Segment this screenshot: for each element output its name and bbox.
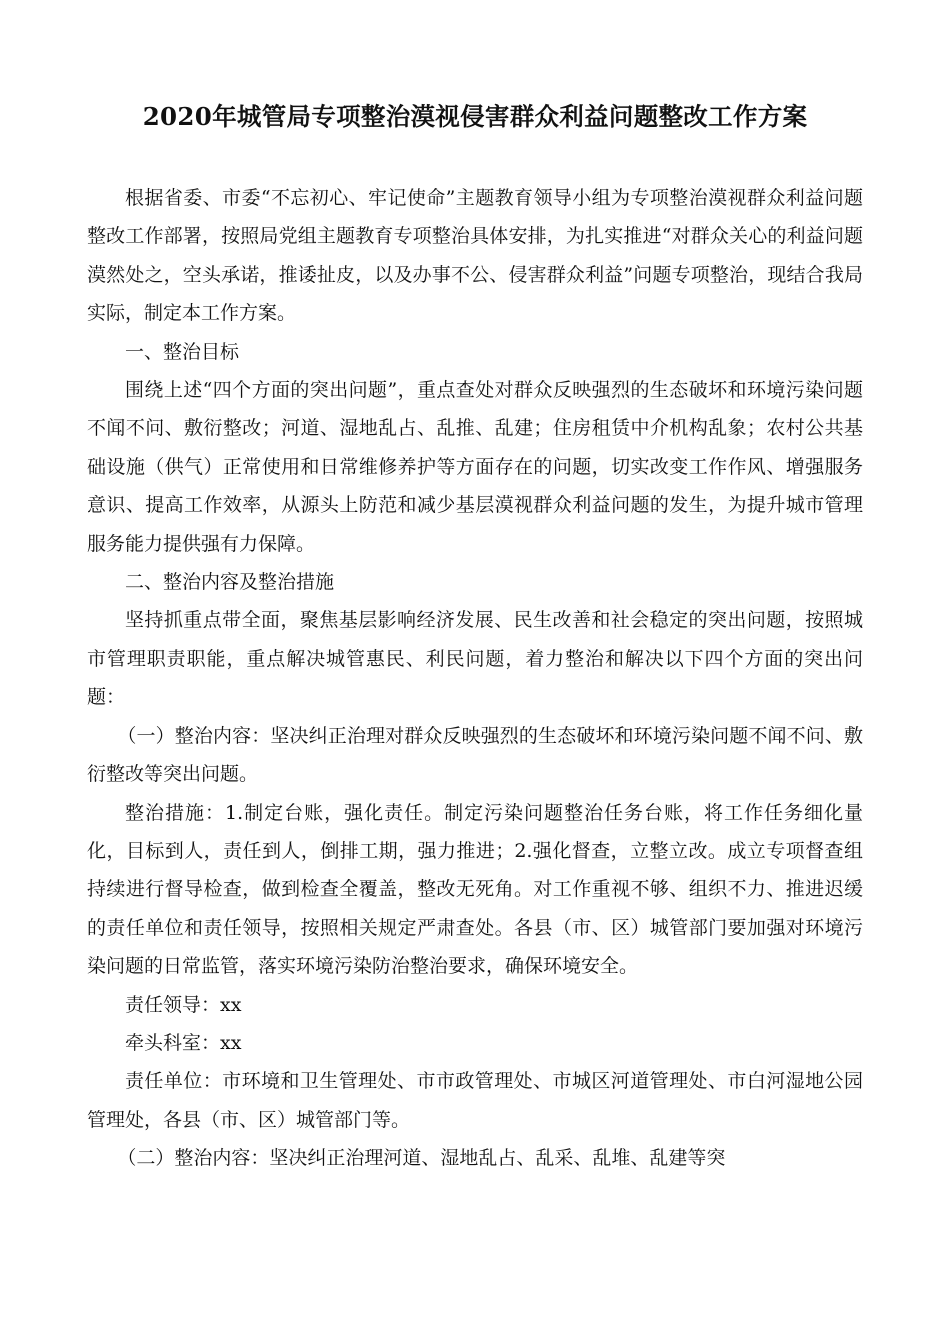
section-heading-goals: 一、整治目标: [125, 340, 240, 363]
item-1-content: （一）整治内容：坚决纠正治理对群众反映强烈的生态破坏和环境污染问题不闻不问、敷衍整改等突出问题。: [87, 724, 863, 786]
responsible-units: 责任单位：市环境和卫生管理处、市市政管理处、市城区河道管理处、市白河湿地公园管理处，各县（市、区）城管部门等。: [87, 1070, 863, 1131]
section-heading-content-measures: 二、整治内容及整治措施: [125, 571, 335, 594]
content-intro-paragraph: 坚持抓重点带全面，聚焦基层影响经济发展、民生改善和社会稳定的突出问题，按照城市管理职责职能，重点解决城管惠民、利民问题，着力整治和解决以下四个方面的突出问题：: [87, 609, 863, 709]
document-body: [87, 179, 863, 1178]
document-title: 2020年城管局专项整治漠视侵害群众利益问题整改工作方案: [142, 102, 808, 131]
responsible-leader: 责任领导：xx: [125, 993, 242, 1016]
goals-paragraph: 围绕上述“四个方面的突出问题”，重点查处对群众反映强烈的生态破坏和环境污染问题不闻不问、敷衍整改；河道、湿地乱占、乱推、乱建；住房租赁中介机构乱象；农村公共基础设施（供气）正常使用和日常维修养护等方面存在的问题，切实改变工作作风、增强服务意识、提高工作效率，从源头上防范和减少基层漠视群众利益问题的发生，为提升城市管理服务能力提供强有力保障。: [87, 379, 863, 555]
lead-department: 牵头科室：xx: [125, 1031, 242, 1054]
item-1-measures: 整治措施：1.制定台账，强化责任。制定污染问题整治任务台账，将工作任务细化量化，目标到人，责任到人，倒排工期，强力推进；2.强化督查，立整立改。成立专项督查组持续进行督导检查，做到检查全覆盖，整改无死角。对工作重视不够、组织不力、推进迟缓的责任单位和责任领导，按照相关规定严肃查处。各县（市、区）城管部门要加强对环境污染问题的日常监管，落实环境污染防治整治要求，确保环境安全。: [87, 801, 863, 978]
intro-paragraph: 根据省委、市委“不忘初心、牢记使命”主题教育领导小组为专项整治漠视群众利益问题整改工作部署，按照局党组主题教育专项整治具体安排，为扎实推进“对群众关心的利益问题漠然处之，空头承诺，推诿扯皮，以及办事不公、侵害群众利益”问题专项整治，现结合我局实际，制定本工作方案。: [87, 187, 863, 325]
item-2-content: （二）整治内容：坚决纠正治理河道、湿地乱占、乱采、乱堆、乱建等突: [117, 1147, 726, 1170]
